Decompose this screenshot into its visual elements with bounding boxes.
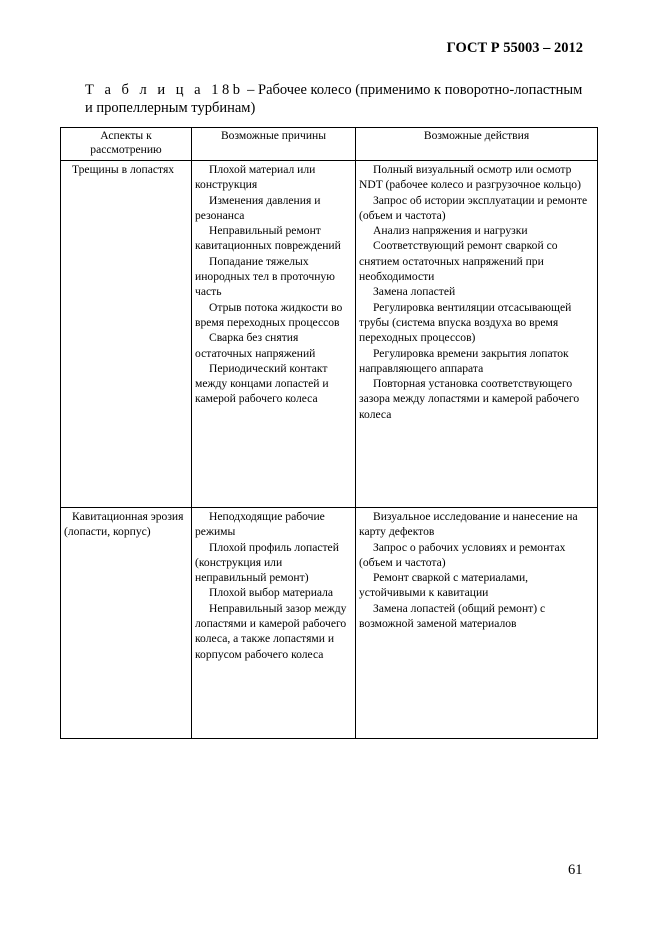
cause-item: Сварка без снятия остаточных напряжений xyxy=(195,331,316,360)
cause-item: Плохой выбор материала xyxy=(209,586,334,600)
aspect-cell xyxy=(61,508,192,739)
header-aspects: Аспекты к рассмотрению xyxy=(61,128,192,161)
action-item: Повторная установка соответствующего зазора между лопастями и камерой рабочего колеса xyxy=(359,377,580,421)
action-item: Запрос о рабочих условиях и ремонтах (объем и частота) xyxy=(359,540,566,569)
action-item: Полный визуальный осмотр или осмотр NDT (рабочее колесо и разгрузочное кольцо) xyxy=(359,163,581,192)
action-item: Ремонт сваркой с материалами, устойчивыми к кавитации xyxy=(359,571,529,600)
table-caption-text: – Рабочее колесо (применимо к поворотно-лопастным и пропеллерным турбинам) xyxy=(85,82,583,116)
cause-item: Изменения давления и резонанса xyxy=(195,193,321,222)
cause-item: Плохой профиль лопастей (конструкция или неправильный ремонт) xyxy=(195,540,339,585)
table-row xyxy=(61,161,598,508)
aspect-cell xyxy=(61,161,192,508)
action-item: Замена лопастей (общий ремонт) с возможной заменой материалов xyxy=(359,601,546,631)
action-item: Замена лопастей xyxy=(373,285,456,299)
table-caption xyxy=(85,81,585,117)
aspect-text: Кавитационная эрозия (лопасти, корпус) xyxy=(64,510,184,539)
cause-item: Отрыв потока жидкости во время переходных процессов xyxy=(195,300,343,329)
header-causes: Возможные причины xyxy=(192,128,356,161)
table-header-row xyxy=(61,128,598,161)
action-item: Анализ напряжения и нагрузки xyxy=(373,224,528,238)
aspect-text: Трещины в лопастях xyxy=(72,163,175,176)
actions-cell xyxy=(356,161,598,508)
table-caption-label: Т а б л и ц а 18b xyxy=(85,82,244,98)
cause-item: Плохой материал или конструкция xyxy=(195,163,316,192)
actions-cell xyxy=(356,508,598,739)
cause-item: Неправильный зазор между лопастями и камерой рабочего колеса, а также лопастями и корпусом рабочего колеса xyxy=(195,601,347,661)
action-item: Запрос об истории эксплуатации и ремонте (объем и частота) xyxy=(359,193,588,222)
cause-item: Неподходящие рабочие режимы xyxy=(195,510,325,539)
cause-item: Попадание тяжелых инородных тел в проточную часть xyxy=(195,254,335,299)
cause-item: Неправильный ремонт кавитационных повреждений xyxy=(195,224,341,253)
action-item: Соответствующий ремонт сваркой со снятием остаточных напряжений при необходимости xyxy=(359,239,558,284)
page-number: 61 xyxy=(568,862,583,878)
causes-cell xyxy=(192,161,356,508)
header-actions: Возможные действия xyxy=(356,128,598,161)
cause-item: Периодический контакт между концами лопастей и камерой рабочего колеса xyxy=(195,361,329,406)
document-code: ГОСТ Р 55003 – 2012 xyxy=(446,40,583,56)
action-item: Регулировка времени закрытия лопаток направляющего аппарата xyxy=(359,346,569,375)
action-item: Регулировка вентиляции отсасывающей трубы (система впуска воздуха во время переходных процессов) xyxy=(359,300,572,345)
causes-cell xyxy=(192,508,356,739)
table-row xyxy=(61,508,598,739)
turbine-runner-table xyxy=(60,127,598,739)
action-item: Визуальное исследование и нанесение на карту дефектов xyxy=(359,510,578,539)
